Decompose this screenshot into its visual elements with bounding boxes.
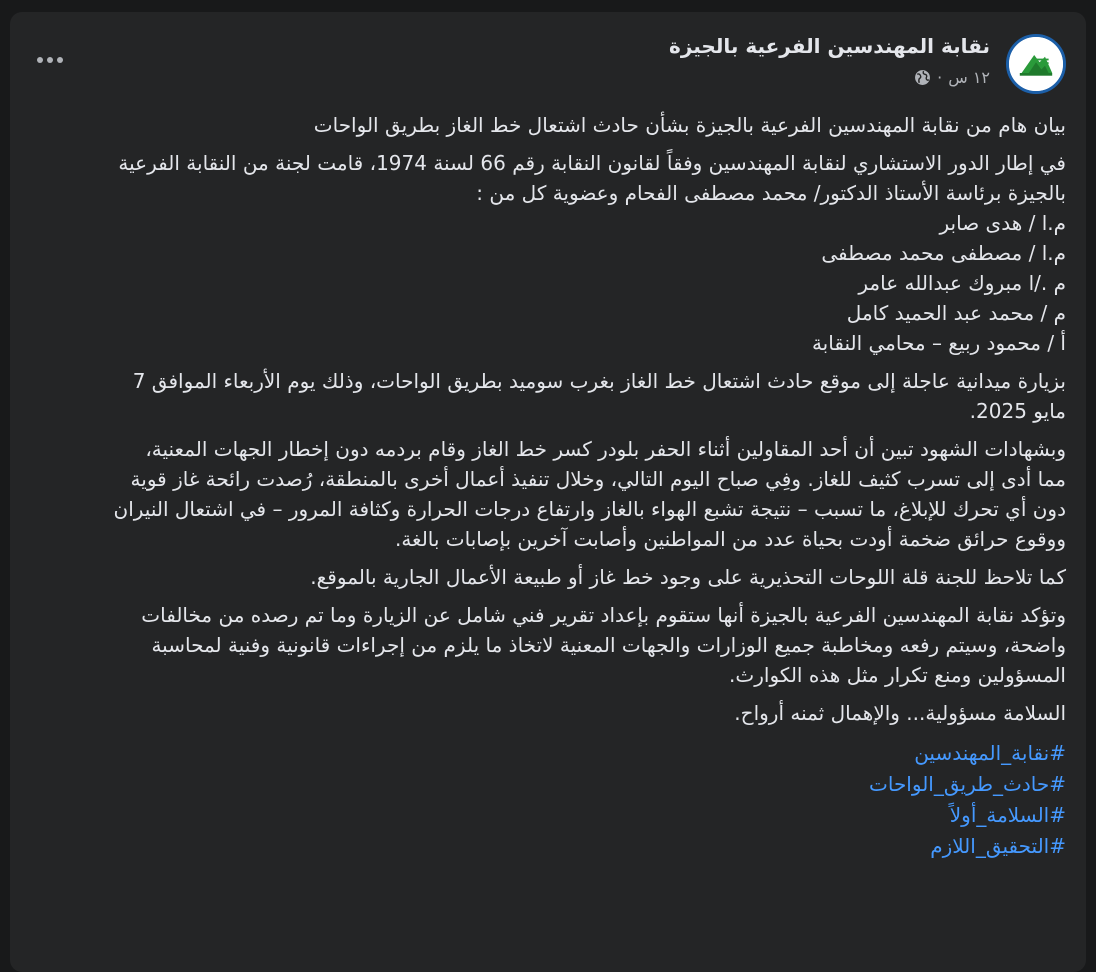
signs-paragraph: كما تلاحظ للجنة قلة اللوحات التحذيرية على وجود خط غاز أو طبيعة الأعمال الجارية بالموقع. xyxy=(310,565,1066,589)
post-time[interactable]: ١٢ س xyxy=(948,68,990,87)
witness-line: مما أدى إلى تسرب كثيف للغاز. وفِي صباح اليوم التالي، وخلال تنفيذ أعمال أخرى بالمنطقة، رُصدت رائحة غاز قوية xyxy=(130,467,1066,491)
post-title: بيان هام من نقابة المهندسين الفرعية بالجيزة بشأن حادث اشتعال خط الغاز بطريق الواحات xyxy=(313,113,1066,137)
hashtag-link[interactable]: #نقابة_المهندسين xyxy=(914,741,1066,765)
globe-icon[interactable] xyxy=(914,69,931,86)
hashtag-list xyxy=(26,738,1066,862)
member-line: م / محمد عبد الحميد كامل xyxy=(846,301,1066,325)
witness-paragraph xyxy=(26,434,1066,554)
visit-line: بزيارة ميدانية عاجلة إلى موقع حادث اشتعال خط الغاز بغرب سوميد بطريق الواحات، وذلك يوم الأربعاء الموافق 7 xyxy=(132,369,1066,393)
union-logo-icon xyxy=(1009,37,1063,91)
post-card xyxy=(10,12,1086,972)
hashtag-link[interactable]: #التحقيق_اللازم xyxy=(930,834,1066,858)
report-line: واضحة، وسيتم رفعه ومخاطبة جميع الوزارات والجهات المعنية لاتخاذ ما يلزم من إجراءات قانونية وفنية لمحاسبة xyxy=(151,633,1066,657)
hashtag-link[interactable]: #السلامة_أولاً xyxy=(949,803,1066,827)
more-dot xyxy=(37,57,43,63)
visit-paragraph xyxy=(26,366,1066,426)
post-body xyxy=(26,110,1066,862)
member-line: أ / محمود ربيع – محامي النقابة xyxy=(811,331,1066,355)
more-options-button[interactable] xyxy=(32,50,68,70)
witness-line: ووقوع حرائق ضخمة أودت بحياة عدد من المواطنين وأصابت آخرين بإصابات بالغة. xyxy=(394,527,1066,551)
intro-line: في إطار الدور الاستشاري لنقابة المهندسين وفقاً لقانون النقابة رقم 66 لسنة 1974، قامت لجنة من النقابة الفرعية xyxy=(118,151,1066,175)
hashtag-link[interactable]: #حادث_طريق_الواحات xyxy=(869,772,1066,796)
more-dot xyxy=(47,57,53,63)
witness-line: دون أي تحرك للإبلاغ، ما تسبب – نتيجة تشبع الهواء بالغاز وارتفاع درجات الحرارة وكثافة المرور – في اشتعال النيران xyxy=(113,497,1066,521)
witness-line: وبشهادات الشهود تبين أن أحد المقاولين أثناء الحفر بلودر كسر خط الغاز وقام بردمه دون إخطار الجهات المعنية، xyxy=(145,437,1066,461)
intro-paragraph xyxy=(26,148,1066,358)
page-name[interactable]: نقابة المهندسين الفرعية بالجيزة xyxy=(669,34,990,58)
member-line: م.ا / مصطفى محمد مصطفى xyxy=(821,241,1066,265)
meta-separator: · xyxy=(937,68,943,87)
post-meta xyxy=(914,68,990,87)
intro-line: بالجيزة برئاسة الأستاذ الدكتور/ محمد مصطفى الفحام وعضوية كل من : xyxy=(476,181,1066,205)
post-header xyxy=(30,32,1066,98)
report-line: المسؤولين ومنع تكرار مثل هذه الكوارث. xyxy=(729,663,1066,687)
member-line: م.ا / هدى صابر xyxy=(939,211,1066,235)
page-avatar[interactable] xyxy=(1006,34,1066,94)
closing-line: السلامة مسؤولية... والإهمال ثمنه أرواح. xyxy=(734,701,1066,725)
report-line: وتؤكد نقابة المهندسين الفرعية بالجيزة أنها ستقوم بإعداد تقرير فني شامل عن الزيارة وما تم رصده من مخالفات xyxy=(141,603,1066,627)
visit-line: مايو 2025. xyxy=(969,399,1066,423)
report-paragraph xyxy=(26,600,1066,690)
more-horizontal-icon xyxy=(57,57,63,63)
member-line: م ./ا مبروك عبدالله عامر xyxy=(858,271,1066,295)
